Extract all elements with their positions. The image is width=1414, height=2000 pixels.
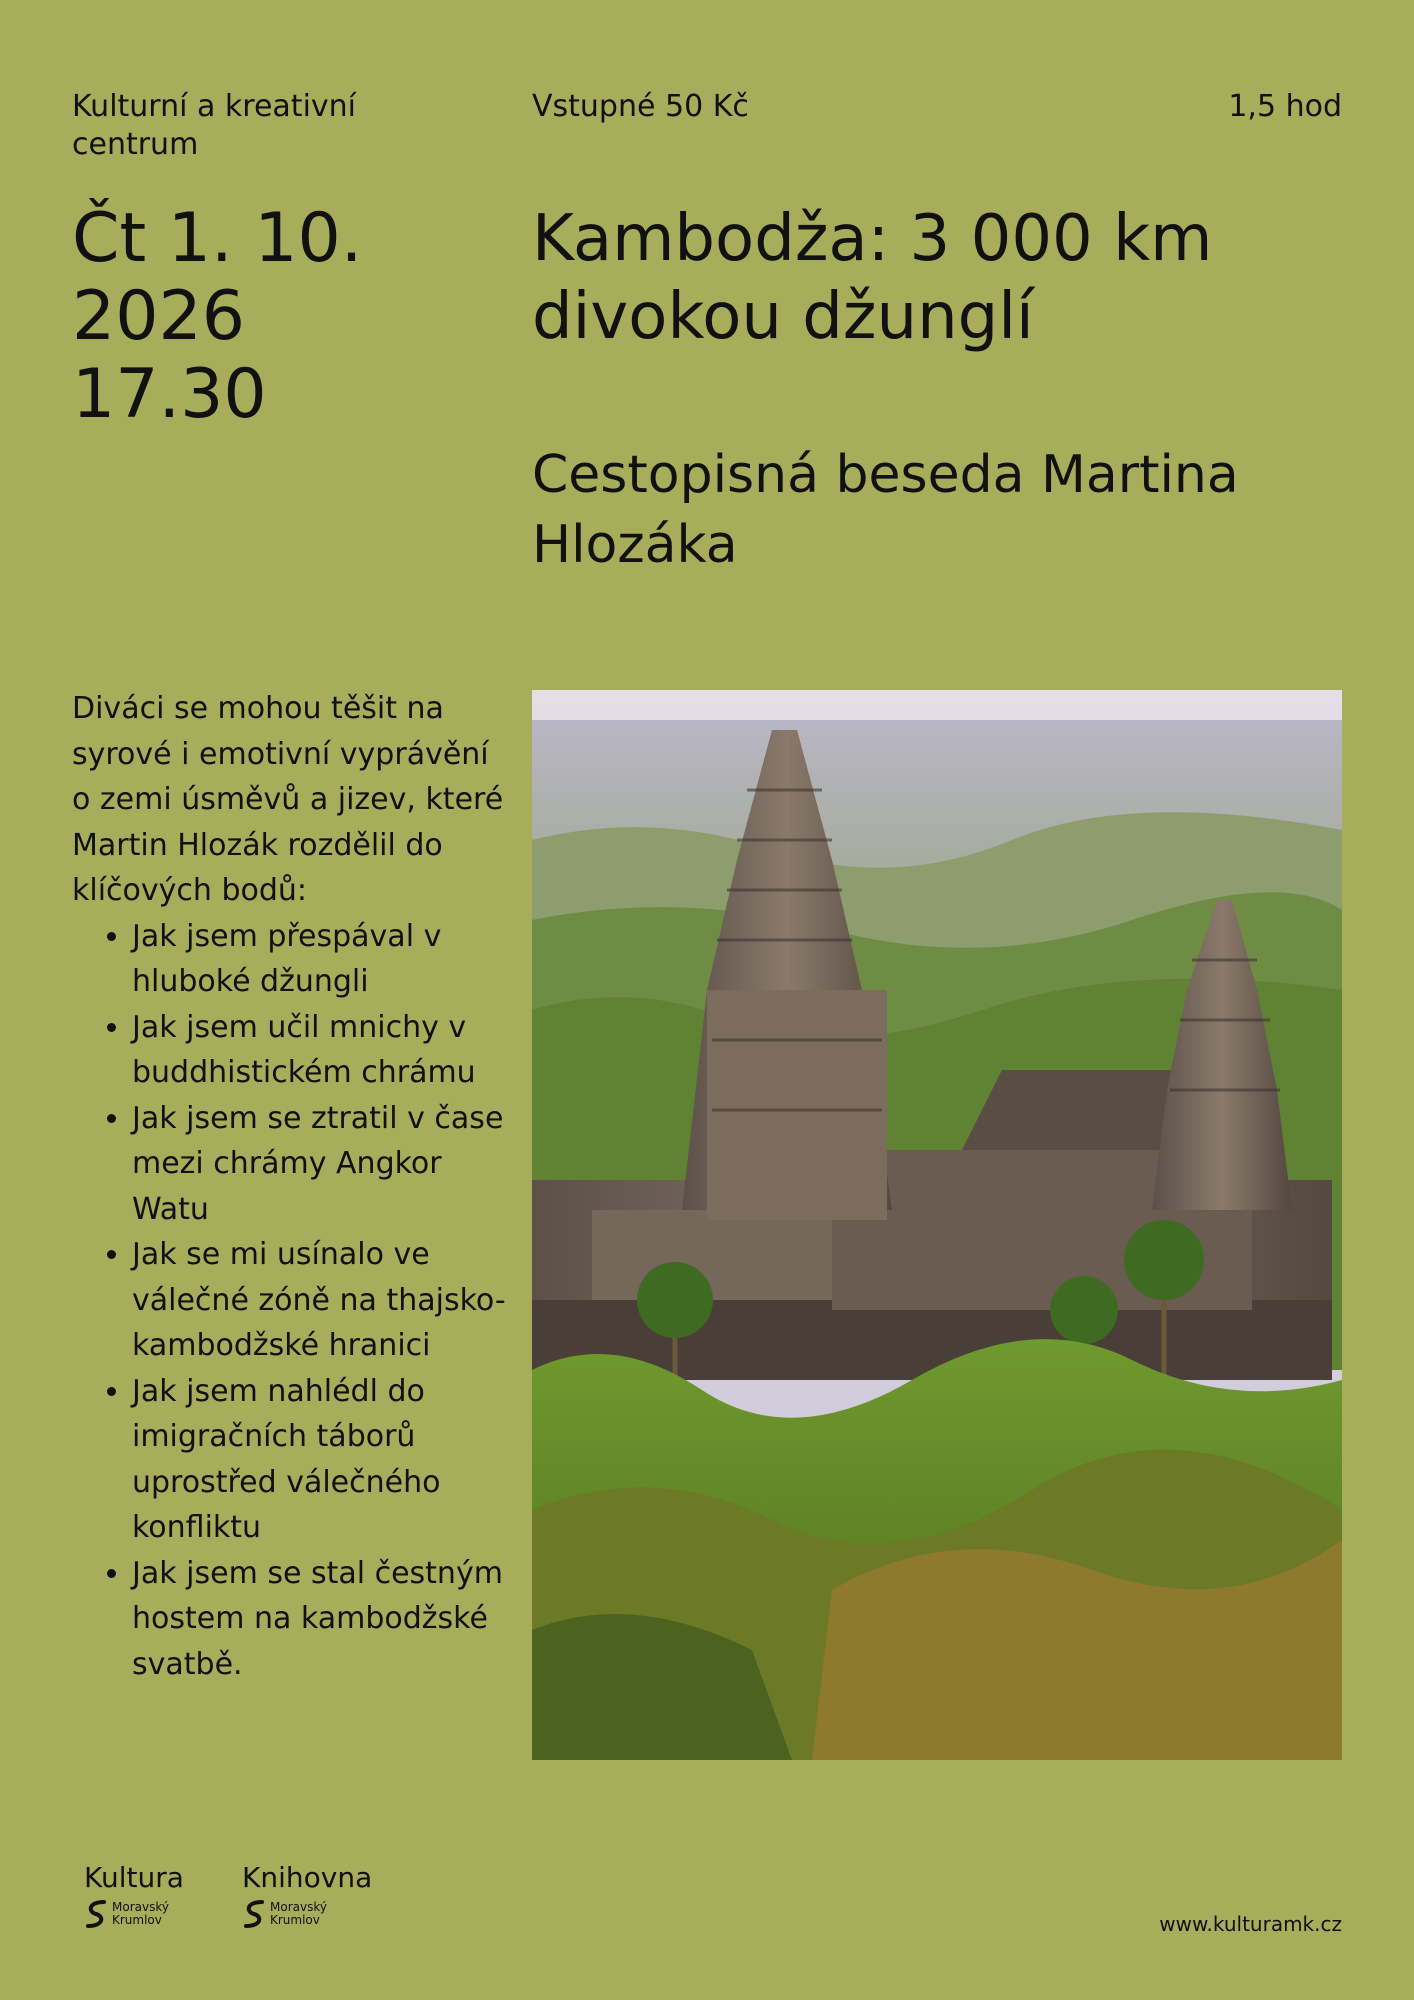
- logo-sub1: Moravský: [112, 1900, 169, 1914]
- wave-icon: [242, 1898, 266, 1930]
- key-point: • Jak jsem nahlédl do imigračních táborů uprostřed válečného konfliktu: [132, 1369, 512, 1551]
- angkor-wat-photo: [532, 690, 1342, 1760]
- kultura-logo: [84, 1862, 184, 1930]
- venue-label: Kulturní a kreativní centrum: [72, 89, 357, 162]
- logo-name: Kultura: [84, 1861, 184, 1894]
- event-date: [72, 200, 492, 434]
- date-day: Čt 1. 10.: [72, 199, 363, 278]
- logo-sub2: Krumlov: [112, 1913, 162, 1927]
- key-point: • Jak se mi usínalo ve válečné zóně na thajsko-kambodžské hranici: [132, 1232, 512, 1369]
- key-points-list: [72, 914, 512, 1688]
- date-year: 2026: [72, 277, 246, 356]
- logo-name: Knihovna: [242, 1861, 373, 1894]
- website-link[interactable]: www.kulturamk.cz: [1159, 1912, 1342, 1936]
- wave-icon: [84, 1898, 108, 1930]
- description-intro: Diváci se mohou těšit na syrové i emotivní vyprávění o zemi úsměvů a jizev, které Martin Hlozák rozdělil do klíčových bodů:: [72, 691, 504, 908]
- event-subtitle: Cestopisná beseda Martina Hlozáka: [532, 445, 1239, 575]
- logo-sub1: Moravský: [270, 1900, 327, 1914]
- admission-price: Vstupné 50 Kč: [532, 89, 749, 124]
- key-point: • Jak jsem učil mnichy v buddhistickém chrámu: [132, 1005, 512, 1096]
- knihovna-logo: [242, 1862, 372, 1930]
- event-description: [72, 686, 512, 1687]
- event-time: 17.30: [72, 355, 267, 434]
- event-title: Kambodža: 3 000 km divokou džunglí: [532, 202, 1213, 354]
- event-duration: 1,5 hod: [1228, 89, 1342, 124]
- logo-sub2: Krumlov: [270, 1913, 320, 1927]
- key-point: • Jak jsem přespával v hluboké džungli: [132, 914, 512, 1005]
- key-point: • Jak jsem se stal čestným hostem na kambodžské svatbě.: [132, 1551, 512, 1688]
- key-point: • Jak jsem se ztratil v čase mezi chrámy Angkor Watu: [132, 1096, 512, 1233]
